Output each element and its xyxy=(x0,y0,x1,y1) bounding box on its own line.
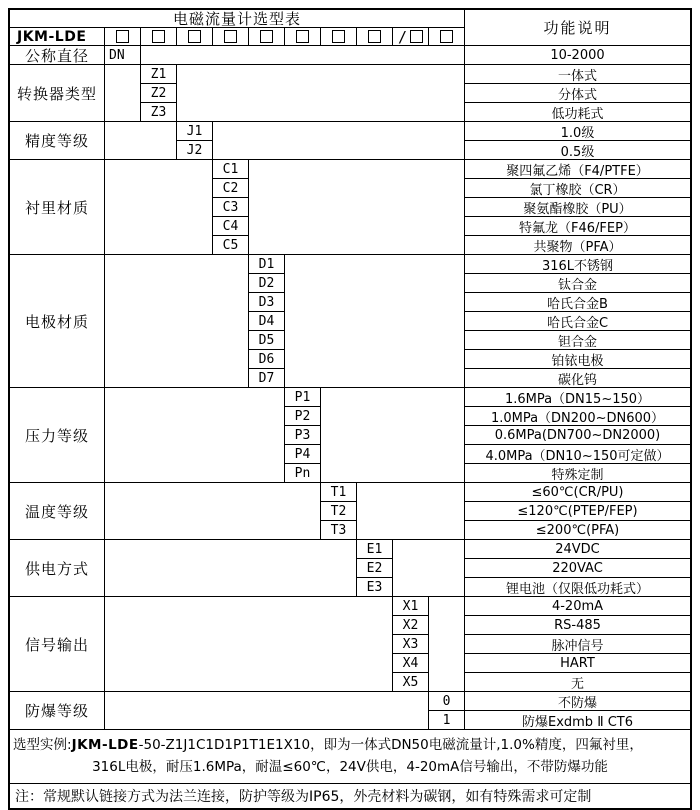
section-label: 精度等级 xyxy=(10,122,104,159)
code-cell: X1 xyxy=(393,597,428,615)
desc-cell: HART xyxy=(465,654,690,672)
desc-cell: 铂铱电极 xyxy=(465,350,690,368)
code-cell: T1 xyxy=(321,483,356,501)
desc-cell-dn: 10-2000 xyxy=(465,46,690,64)
empty-cell xyxy=(105,597,392,691)
model-checkbox[interactable] xyxy=(152,30,165,43)
code-cell: Z3 xyxy=(141,103,176,121)
code-cell: E1 xyxy=(357,540,392,558)
example-line1 xyxy=(13,735,687,757)
model-checkbox[interactable] xyxy=(260,30,273,43)
empty-cell xyxy=(285,255,464,387)
desc-cell: 防爆Exdmb Ⅱ CT6 xyxy=(465,711,690,729)
note-row: 注：常规默认链接方式为法兰连接，防护等级为IP65，外壳材料为碳钢，如有特殊需求可定制 xyxy=(10,784,690,808)
desc-cell: 特氟龙（F46/FEP） xyxy=(465,217,690,235)
desc-cell: 共聚物（PFA） xyxy=(465,236,690,254)
desc-cell: 聚四氟乙烯（F4/PTFE） xyxy=(465,160,690,178)
code-cell: C3 xyxy=(213,198,248,216)
selection-table xyxy=(8,8,692,810)
desc-cell: 4.0MPa（DN10~150可定做） xyxy=(465,445,690,463)
code-cell: Pn xyxy=(285,464,320,482)
code-cell: J2 xyxy=(177,141,212,159)
desc-cell: 氯丁橡胶（CR） xyxy=(465,179,690,197)
desc-cell: 1.6MPa（DN15~150） xyxy=(465,388,690,406)
slash-separator: / xyxy=(397,28,408,45)
code-cell: X5 xyxy=(393,673,428,691)
desc-cell: 哈氏合金C xyxy=(465,312,690,330)
desc-cell: 碳化钨 xyxy=(465,369,690,387)
section-label: 压力等级 xyxy=(10,388,104,482)
code-cell: T3 xyxy=(321,521,356,539)
empty-cell xyxy=(177,65,464,121)
model-checkbox[interactable] xyxy=(188,30,201,43)
function-column-header: 功能说明 xyxy=(465,10,690,45)
empty-cell xyxy=(249,160,464,254)
model-checkbox[interactable] xyxy=(116,30,129,43)
desc-cell: 1.0MPa（DN200~DN600） xyxy=(465,407,690,425)
desc-cell: 低功耗式 xyxy=(465,103,690,121)
code-cell: E2 xyxy=(357,559,392,577)
desc-cell: 聚氨酯橡胶（PU） xyxy=(465,198,690,216)
desc-cell: ≤120℃(PTEP/FEP) xyxy=(465,502,690,520)
model-checkbox[interactable] xyxy=(440,30,453,43)
desc-cell: 一体式 xyxy=(465,65,690,83)
section-label: 衬里材质 xyxy=(10,160,104,254)
empty-cell xyxy=(105,122,176,159)
section-label: 供电方式 xyxy=(10,540,104,596)
code-cell: P3 xyxy=(285,426,320,444)
code-cell: C1 xyxy=(213,160,248,178)
model-checkbox-cell xyxy=(105,28,140,45)
desc-cell: ≤60℃(CR/PU) xyxy=(465,483,690,501)
desc-cell: 特殊定制 xyxy=(465,464,690,482)
code-cell: E3 xyxy=(357,578,392,596)
selection-example-row xyxy=(10,730,690,783)
code-cell: T2 xyxy=(321,502,356,520)
desc-cell: 无 xyxy=(465,673,690,691)
desc-cell: 哈氏合金B xyxy=(465,293,690,311)
example-prefix: 选型实例: xyxy=(13,736,72,753)
model-checkbox-cell xyxy=(429,28,464,45)
model-checkbox[interactable] xyxy=(296,30,309,43)
code-cell: D3 xyxy=(249,293,284,311)
section-label: 电极材质 xyxy=(10,255,104,387)
section-label-dn: 公称直径 xyxy=(10,46,104,64)
model-checkbox-cell xyxy=(393,28,428,45)
desc-cell: 钛合金 xyxy=(465,274,690,292)
model-checkbox-cell xyxy=(249,28,284,45)
table-title: 电磁流量计选型表 xyxy=(10,10,464,27)
code-cell-dn: DN xyxy=(105,46,140,64)
desc-cell: 脉冲信号 xyxy=(465,635,690,653)
desc-cell: 锂电池（仅限低功耗式） xyxy=(465,578,690,596)
empty-cell xyxy=(105,540,356,596)
code-cell: D1 xyxy=(249,255,284,273)
model-checkbox[interactable] xyxy=(368,30,381,43)
code-cell: C2 xyxy=(213,179,248,197)
code-cell: X2 xyxy=(393,616,428,634)
example-tail: -50-Z1J1C1D1P1T1E1X10，即为一体式DN50电磁流量计,1.0%精度，四氟衬里， xyxy=(138,736,643,753)
code-cell: 1 xyxy=(429,711,464,729)
empty-cell xyxy=(105,160,212,254)
empty-cell xyxy=(357,483,464,539)
empty-cell xyxy=(105,388,284,482)
section-label: 防爆等级 xyxy=(10,692,104,729)
code-cell: D4 xyxy=(249,312,284,330)
code-cell: C4 xyxy=(213,217,248,235)
model-checkbox[interactable] xyxy=(410,30,423,43)
empty-cell xyxy=(429,597,464,691)
code-cell: Z1 xyxy=(141,65,176,83)
desc-cell: 0.5级 xyxy=(465,141,690,159)
code-cell: P4 xyxy=(285,445,320,463)
desc-cell: 1.0级 xyxy=(465,122,690,140)
desc-cell: 220VAC xyxy=(465,559,690,577)
example-model-code: JKM-LDE xyxy=(71,736,139,753)
desc-cell: 分体式 xyxy=(465,84,690,102)
model-checkbox-cell xyxy=(357,28,392,45)
empty-cell xyxy=(141,46,464,64)
code-cell: X3 xyxy=(393,635,428,653)
empty-cell xyxy=(105,692,428,729)
model-checkbox-cell xyxy=(213,28,248,45)
desc-cell: 不防爆 xyxy=(465,692,690,710)
section-label: 转换器类型 xyxy=(10,65,104,121)
code-cell: D7 xyxy=(249,369,284,387)
model-checkbox-cell xyxy=(285,28,320,45)
code-cell: Z2 xyxy=(141,84,176,102)
empty-cell xyxy=(321,388,464,482)
desc-cell: 0.6MPa(DN700~DN2000) xyxy=(465,426,690,444)
code-cell: D2 xyxy=(249,274,284,292)
example-line2: 316L电极，耐压1.6MPa，耐温≤60℃，24V供电，4-20mA信号输出，不带防爆功能 xyxy=(92,758,608,775)
empty-cell xyxy=(105,65,140,121)
code-cell: X4 xyxy=(393,654,428,672)
section-label: 温度等级 xyxy=(10,483,104,539)
desc-cell: 钽合金 xyxy=(465,331,690,349)
section-label: 信号输出 xyxy=(10,597,104,691)
empty-cell xyxy=(105,483,320,539)
code-cell: 0 xyxy=(429,692,464,710)
model-checkbox[interactable] xyxy=(332,30,345,43)
model-checkbox-cell xyxy=(177,28,212,45)
code-cell: C5 xyxy=(213,236,248,254)
desc-cell: 24VDC xyxy=(465,540,690,558)
code-cell: J1 xyxy=(177,122,212,140)
empty-cell xyxy=(393,540,464,596)
model-checkbox-cell xyxy=(141,28,176,45)
empty-cell xyxy=(105,255,248,387)
desc-cell: 4-20mA xyxy=(465,597,690,615)
model-checkbox-cell xyxy=(321,28,356,45)
code-cell: P1 xyxy=(285,388,320,406)
desc-cell: 316L不锈钢 xyxy=(465,255,690,273)
desc-cell: RS-485 xyxy=(465,616,690,634)
code-cell: D5 xyxy=(249,331,284,349)
model-checkbox[interactable] xyxy=(224,30,237,43)
code-cell: P2 xyxy=(285,407,320,425)
empty-cell xyxy=(213,122,464,159)
code-cell: D6 xyxy=(249,350,284,368)
model-code-label: JKM-LDE xyxy=(10,28,104,45)
desc-cell: ≤200℃(PFA) xyxy=(465,521,690,539)
